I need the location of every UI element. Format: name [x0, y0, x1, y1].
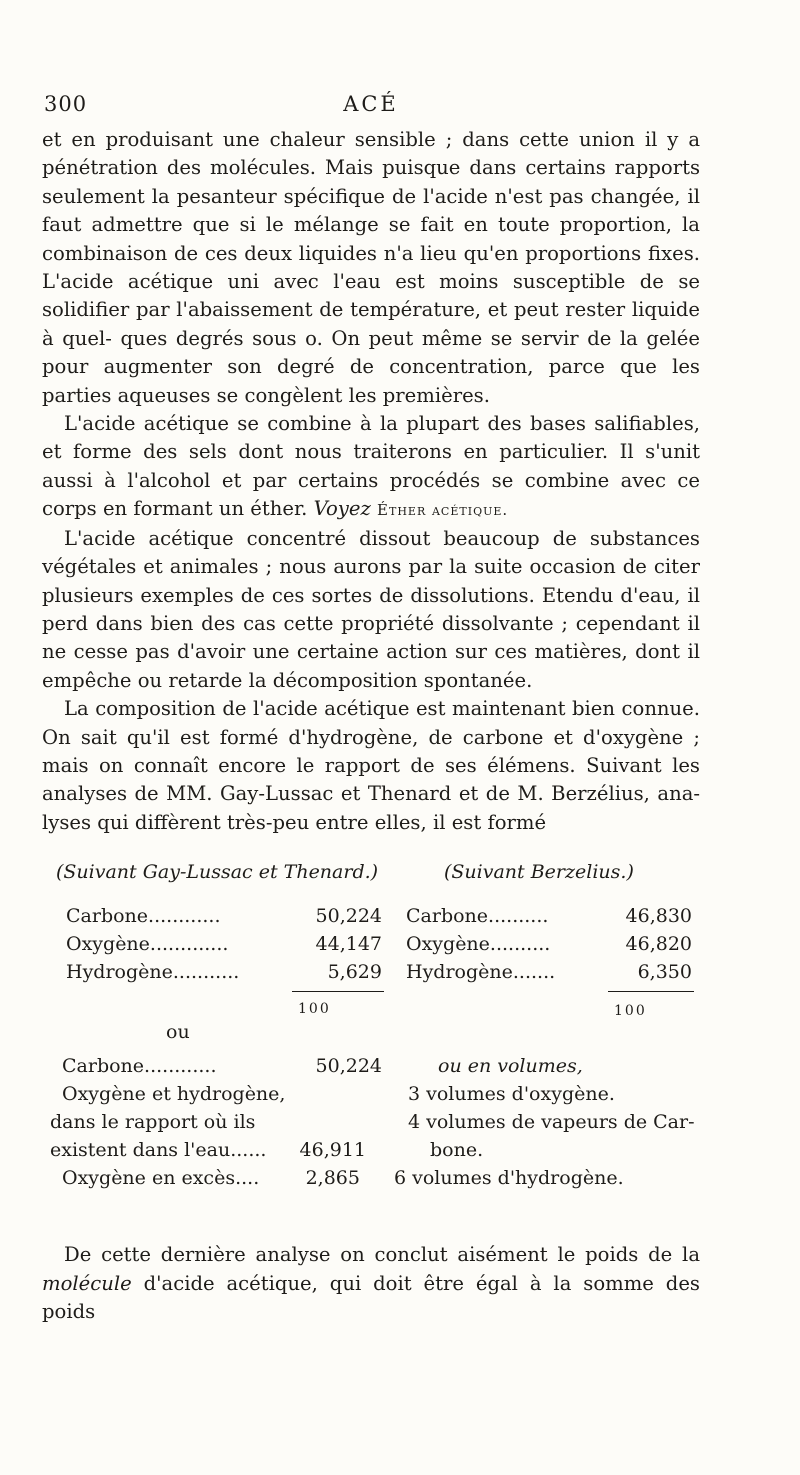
alt-row-value: 46,911 — [299, 1139, 366, 1162]
alt-row-label: Oxygène en excès.... — [62, 1167, 260, 1190]
paragraph-composition: La composition de l'acide acétique est maintenant bien connue. On sait qu'il est formé d'hydrogène, de carbone et d'oxygène ; mais on connaît encore le rapport de ses élémens. Suivant les analyses de MM. Gay-Lussac et Thenard et de M. Berzélius, ana- lyses qui diffèrent très-peu entre elles, il est formé — [42, 697, 700, 834]
volume-line: 3 volumes d'oxygène. — [408, 1083, 615, 1106]
right-total: 100 — [614, 1003, 647, 1020]
alt-row-value: 50,224 — [315, 1055, 382, 1078]
ou-separator: ou — [166, 1021, 190, 1044]
right-sum-rule — [608, 991, 694, 992]
right-row-label: Hydrogène....... — [406, 961, 556, 984]
alt-row-label: dans le rapport où ils — [50, 1111, 256, 1134]
left-row-value: 44,147 — [315, 933, 382, 956]
volume-line: bone. — [430, 1139, 484, 1162]
volume-line: 4 volumes de vapeurs de Car- — [408, 1111, 695, 1134]
composition-table — [42, 861, 700, 1241]
molecule-term: molécule — [42, 1271, 132, 1295]
cross-reference: Éther acétique. — [377, 501, 509, 520]
right-row-value: 6,350 — [637, 961, 692, 984]
book-page — [42, 92, 700, 1326]
alt-right-header: ou en volumes, — [438, 1055, 583, 1078]
paragraph-solidification: et en produisant une chaleur sensible ; dans cette union il y a pénétration des molécules. Mais puisque dans certains rapports seulement la pesanteur spécifique de l'acide n'est pas changée, il faut admettre que si le mélange se fait en toute proportion, la combinaison de ces deux liquides n'a lieu qu'en proportions fixes. L'acide acétique uni avec l'eau est moins susceptible de se solidifier par l'abaissement de température, et peut rester liquide à quel- ques degrés sous o. On peut même se servir de la gelée pour augmenter son degré de concentration, parce que les parties aqueuses se congèlent les premières. — [42, 128, 700, 407]
running-head: ACÉ — [343, 92, 399, 116]
page-header — [42, 92, 700, 126]
paragraph-molecule: De cette dernière analyse on conclut aisément le poids de la molécule d'acide acétique, qui doit être égal à la somme des poids — [42, 1243, 700, 1323]
left-row-label: Oxygène............. — [66, 933, 229, 956]
right-row-label: Carbone.......... — [406, 905, 549, 928]
page-number: 300 — [44, 92, 88, 116]
right-row-value: 46,820 — [625, 933, 692, 956]
left-row-label: Hydrogène........... — [66, 961, 240, 984]
voyez-reference: Voyez — [313, 497, 371, 521]
right-row-label: Oxygène.......... — [406, 933, 551, 956]
right-row-value: 46,830 — [625, 905, 692, 928]
volume-line: 6 volumes d'hydrogène. — [394, 1167, 624, 1190]
paragraph-dissolution: L'acide acétique concentré dissout beaucoup de substances végétales et animales ; nous aurons par la suite occasion de citer plusieurs exemples de ces sortes de dissolutions. Etendu d'eau, il perd dans bien des cas cette propriété dissolvante ; cependant il ne cesse pas d'avoir une certaine action sur ces matières, dont il empêche ou retarde la décomposition spontanée. — [42, 526, 700, 692]
alt-row-label: Oxygène et hydrogène, — [62, 1083, 286, 1106]
left-column-header: (Suivant Gay-Lussac et Thenard.) — [56, 861, 379, 884]
alt-row-label: Carbone............ — [62, 1055, 217, 1078]
paragraph-bases: L'acide acétique se combine à la plupart des bases salifiables, et forme des sels dont nous traiterons en particulier. Il s'unit aussi à l'alcohol et par certains procédés se combine avec ce corps en formant un éther. Voyez Éther acétique. — [42, 412, 701, 521]
alt-row-label: existent dans l'eau...... — [50, 1139, 267, 1162]
left-sum-rule — [292, 991, 384, 992]
right-column-header: (Suivant Berzelius.) — [444, 861, 634, 884]
left-row-label: Carbone............ — [66, 905, 221, 928]
left-row-value: 50,224 — [315, 905, 382, 928]
left-row-value: 5,629 — [327, 961, 382, 984]
left-total: 100 — [298, 1001, 331, 1018]
alt-row-value: 2,865 — [305, 1167, 360, 1190]
